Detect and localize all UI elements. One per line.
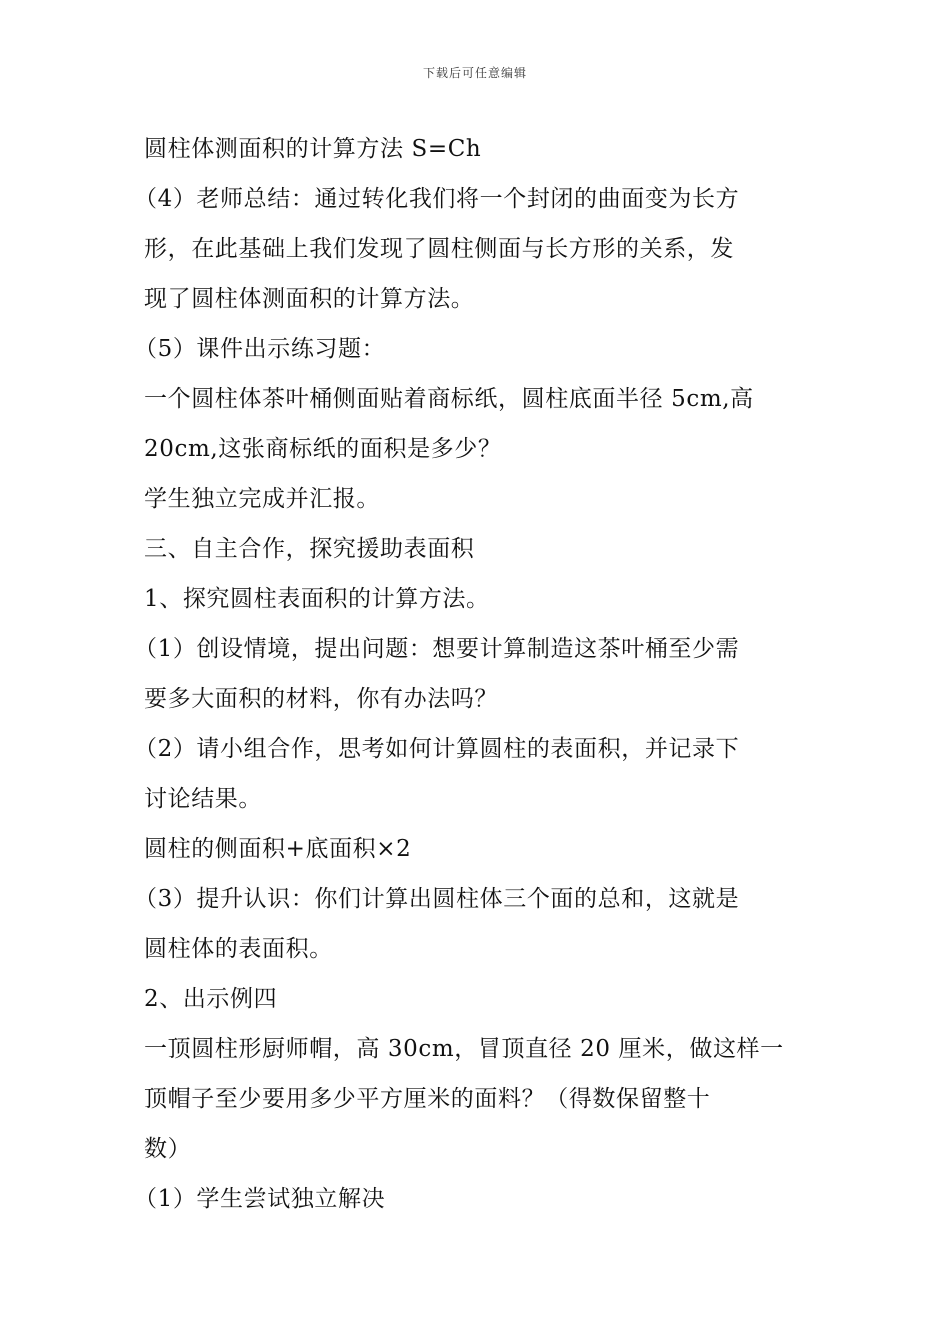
text-line: （1）创设情境，提出问题：想要计算制造这茶叶桶至少需	[134, 636, 740, 662]
text-line: 20cm,这张商标纸的面积是多少？	[144, 436, 502, 462]
text-line: 圆柱的侧面积+底面积×2	[144, 836, 412, 862]
text-line: 顶帽子至少要用多少平方厘米的面料？（得数保留整十	[144, 1086, 711, 1112]
text-line: 数）	[144, 1136, 192, 1162]
text-line: 现了圆柱体测面积的计算方法。	[144, 286, 475, 312]
page-header: 下载后可任意编辑	[422, 66, 527, 80]
text-line: （1）学生尝试独立解决	[134, 1186, 386, 1212]
text-line: 一个圆柱体茶叶桶侧面贴着商标纸，圆柱底面半径 5cm,高	[144, 386, 754, 412]
text-line: 圆柱体的表面积。	[144, 936, 333, 962]
document-body	[134, 124, 808, 1224]
section-heading: 三、自主合作，探究援助表面积	[144, 536, 475, 562]
text-line: （5）课件出示练习题：	[134, 336, 386, 362]
text-line: 讨论结果。	[144, 786, 262, 812]
text-line: 学生独立完成并汇报。	[144, 486, 380, 512]
text-line: （4）老师总结：通过转化我们将一个封闭的曲面变为长方	[134, 186, 740, 212]
text-line: 1、探究圆柱表面积的计算方法。	[144, 586, 490, 612]
text-line: 要多大面积的材料，你有办法吗？	[144, 686, 498, 712]
text-line: （2）请小组合作，思考如何计算圆柱的表面积，并记录下	[134, 736, 740, 762]
text-line: 圆柱体测面积的计算方法 S=Ch	[144, 136, 482, 162]
text-line: 一顶圆柱形厨师帽，高 30cm，冒顶直径 20 厘米，做这样一	[144, 1036, 784, 1062]
text-line: （3）提升认识：你们计算出圆柱体三个面的总和，这就是	[134, 886, 740, 912]
text-line: 形，在此基础上我们发现了圆柱侧面与长方形的关系，发	[144, 236, 734, 262]
text-line: 2、出示例四	[144, 986, 278, 1012]
